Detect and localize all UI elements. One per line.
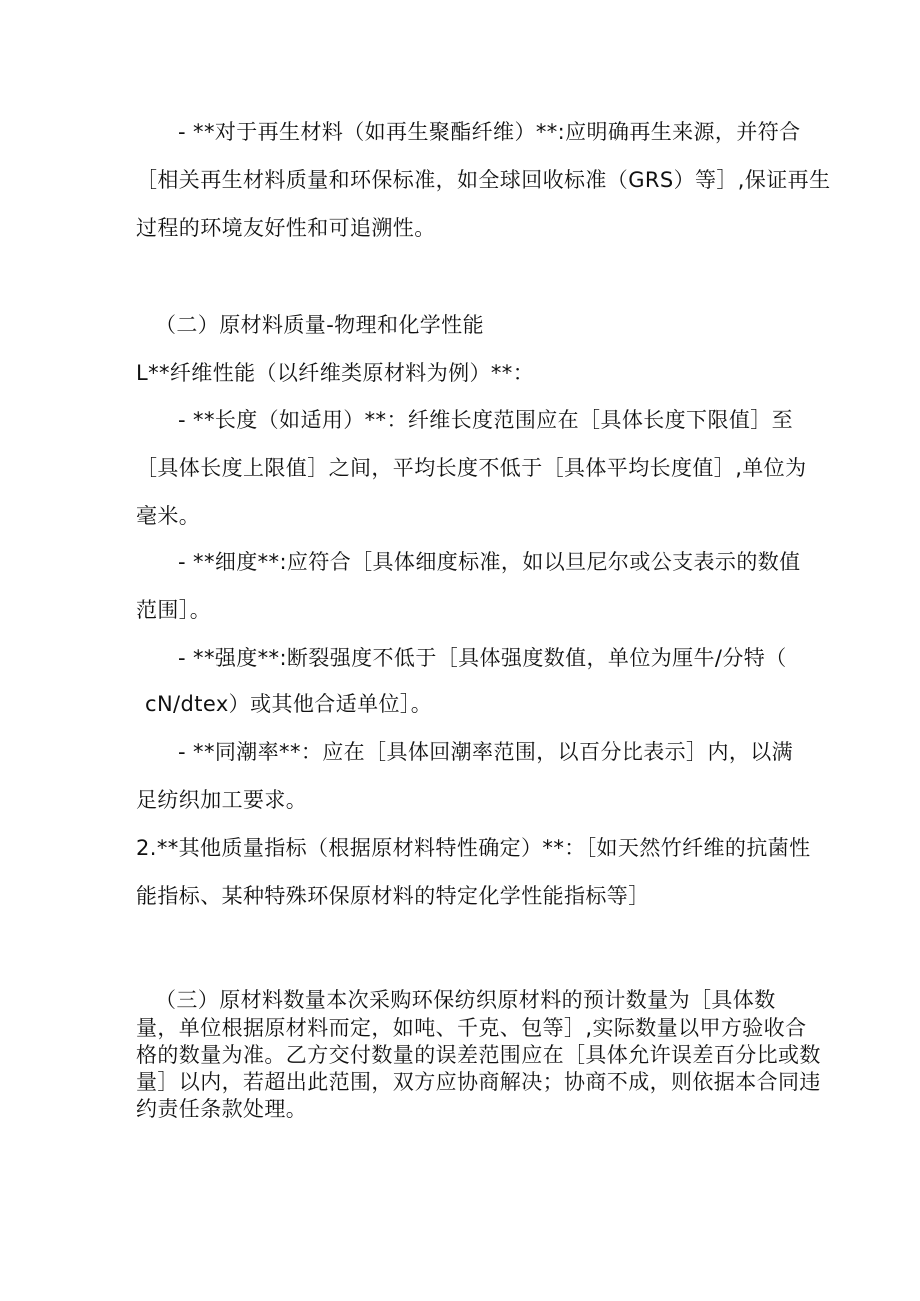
- section-3-line-2: 量，单位根据原材料而定，如吨、千克、包等］,实际数量以甲方验收合: [136, 1016, 807, 1040]
- fiber-performance-title: L**纤维性能（以纤维类原材料为例）**：: [136, 361, 535, 385]
- fineness-line-2: 范围］。: [136, 598, 212, 622]
- section-3-line-4: 量］以内，若超出此范围，双方应协商解决；协商不成，则依据本合同违: [136, 1070, 821, 1094]
- length-line-3: 毫米。: [136, 504, 201, 528]
- section-3-line-3: 格的数量为准。乙方交付数量的误差范围应在［具体允许误差百分比或数: [136, 1043, 821, 1067]
- recycled-material-line-2: ［相关再生材料质量和环保标准，如全球回收标准（GRS）等］,保证再生: [136, 168, 831, 192]
- section-3-line-5: 约责任条款处理。: [136, 1097, 308, 1121]
- section-2-heading: （二）原材料质量-物理和化学性能: [155, 313, 484, 337]
- length-line-2: ［具体长度上限值］之间，平均长度不低于［具体平均长度值］,单位为: [136, 456, 807, 480]
- fineness-line-1: - **细度**:应符合［具体细度标准，如以旦尼尔或公支表示的数值: [178, 550, 801, 574]
- other-quality-line-1: 2.**其他质量指标（根据原材料特性确定）**：［如天然竹纤维的抗菌性: [136, 836, 811, 860]
- strength-line-2: cN/dtex）或其他合适单位］。: [145, 692, 433, 716]
- strength-line-1: - **强度**:断裂强度不低于［具体强度数值，单位为厘牛/分特（: [178, 646, 787, 670]
- moisture-line-2: 足纺织加工要求。: [136, 788, 308, 812]
- recycled-material-line-3: 过程的环境友好性和可追溯性。: [136, 216, 436, 240]
- moisture-line-1: - **同潮率**：应在［具体回潮率范围，以百分比表示］内，以满: [178, 740, 794, 764]
- section-3-line-1: （三）原材料数量本次采购环保纺织原材料的预计数量为［具体数: [155, 988, 776, 1012]
- recycled-material-line-1: - **对于再生材料（如再生聚酯纤维）**:应明确再生来源，并符合: [178, 120, 801, 144]
- length-line-1: - **长度（如适用）**：纤维长度范围应在［具体长度下限值］至: [178, 408, 794, 432]
- other-quality-line-2: 能指标、某种特殊环保原材料的特定化学性能指标等］: [136, 884, 650, 908]
